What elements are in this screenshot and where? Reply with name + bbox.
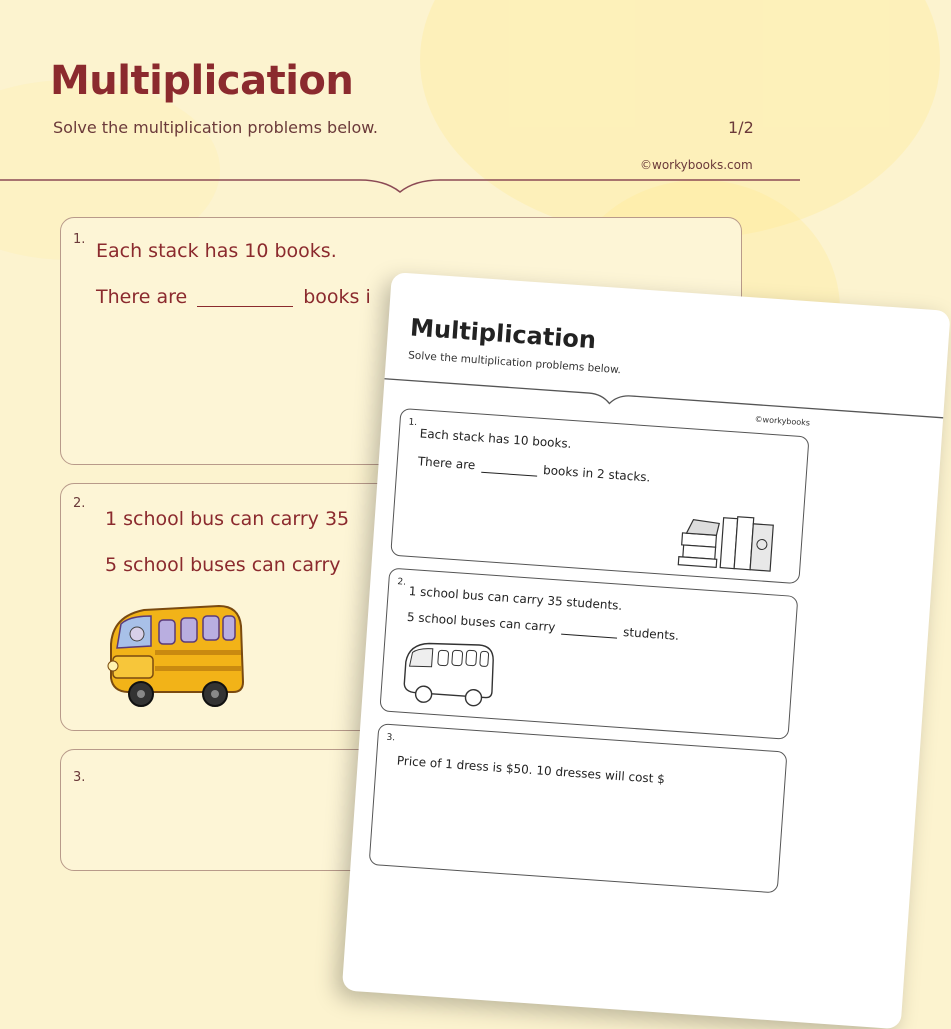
problem-number: 3. [386, 732, 396, 744]
preview-copyright: ©workybooks [754, 414, 811, 428]
header-divider [0, 174, 800, 198]
background-swirl [420, 0, 940, 240]
problem-question [417, 454, 650, 484]
question-text: There are [417, 454, 476, 473]
problem-number: 1. [408, 417, 418, 429]
problem-number: 2. [73, 496, 86, 511]
school-bus-sketch [395, 631, 500, 708]
problem-text: Each stack has 10 books. [419, 426, 572, 451]
problem-text: 1 school bus can carry 35 students. [408, 583, 623, 613]
preview-problem-card-2 [379, 568, 798, 740]
school-bus-illustration [99, 594, 249, 709]
problem-number: 3. [73, 770, 86, 785]
problem-text: Each stack has 10 books. [96, 240, 337, 262]
page-number: 1/2 [728, 118, 754, 137]
answer-blank[interactable] [561, 634, 617, 639]
question-text: books in 2 stacks. [542, 463, 651, 485]
answer-blank[interactable] [197, 306, 293, 307]
problem-number: 1. [73, 232, 86, 247]
problem-text: 1 school bus can carry 35 [105, 508, 350, 530]
question-text: There are [96, 286, 188, 308]
preview-title: Multiplication [409, 313, 597, 355]
preview-problem-card-1 [390, 408, 809, 584]
question-text: books i [303, 286, 371, 308]
problem-question [96, 286, 371, 308]
problem-text: Price of 1 dress is $50. 10 dresses will cost $ [396, 753, 666, 787]
problem-question: 5 school buses can carry [105, 554, 341, 576]
question-text: students. [622, 625, 680, 643]
instructions-text: Solve the multiplication problems below. [53, 118, 378, 137]
books-illustration [676, 507, 780, 574]
answer-blank[interactable] [481, 472, 537, 477]
worksheet-preview [342, 272, 951, 1029]
copyright-text: ©workybooks.com [640, 158, 753, 172]
page-title: Multiplication [50, 58, 354, 104]
preview-problem-card-3 [369, 723, 788, 893]
preview-instructions: Solve the multiplication problems below. [407, 349, 622, 377]
question-text: 5 school buses can carry [406, 609, 556, 635]
problem-number: 2. [397, 577, 407, 588]
